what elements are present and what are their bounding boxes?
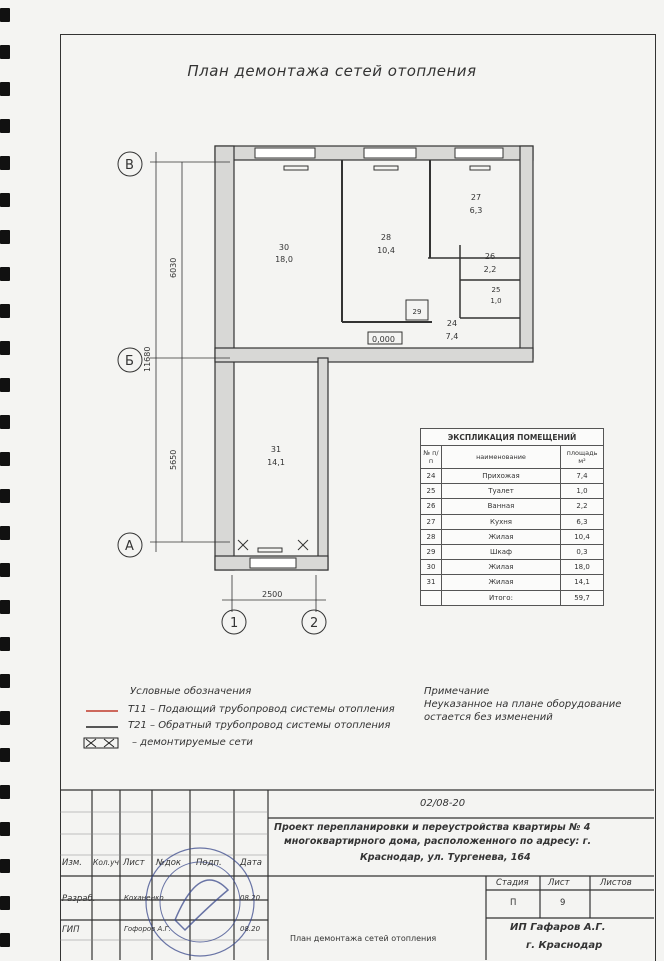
- legend-return: Т21 – Обратный трубопровод системы отопления: [128, 720, 391, 731]
- sheet-header: Лист: [548, 878, 570, 888]
- legend-demolish: – демонтируемые сети: [132, 737, 253, 748]
- role-gip: ГИП: [62, 925, 80, 935]
- table-total-row: Итого: 59,7: [421, 590, 604, 605]
- room-29-num: 29: [412, 308, 422, 316]
- table-row: 29 Шкаф 0,3: [421, 544, 604, 559]
- sheet-value: 9: [560, 898, 566, 908]
- sheets-header: Листов: [600, 878, 632, 888]
- table-row: 31 Жилая 14,1: [421, 575, 604, 590]
- room-26-area: 2,2: [483, 265, 497, 274]
- table-row: 28 Жилая 10,4: [421, 529, 604, 544]
- project-line-1: Проект перепланировки и переустройства квартиры № 4: [274, 822, 591, 833]
- role-developer: Разраб.: [62, 894, 96, 904]
- wall-right-upper: [520, 146, 533, 358]
- legend-demolish-sample: [84, 738, 118, 748]
- room-31-num: 31: [270, 445, 282, 454]
- room-30-area: 18,0: [275, 255, 293, 264]
- col-podp: Подп.: [196, 858, 222, 868]
- room-25-num: 25: [491, 286, 501, 294]
- dim-top: 6030: [169, 257, 178, 278]
- notes-line-1: Неуказанное на плане оборудование: [424, 699, 622, 710]
- room-24-num: 24: [446, 319, 458, 328]
- project-line-3: Краснодар, ул. Тургенева, 164: [360, 852, 531, 863]
- legend-title: Условные обозначения: [130, 686, 252, 697]
- date-developer: 08.20: [240, 894, 261, 902]
- table-row: 26 Ванная 2,2: [421, 499, 604, 514]
- project-line-2: многоквартирного дома, расположенного по адресу: г.: [284, 836, 592, 847]
- axis-row-b: Б: [125, 354, 134, 369]
- legend-supply: Т11 – Подающий трубопровод системы отопления: [128, 704, 395, 715]
- room-24-area: 7,4: [445, 332, 459, 341]
- drawing-title: План демонтажа сетей отопления: [187, 62, 477, 80]
- table-row: 30 Жилая 18,0: [421, 560, 604, 575]
- room-28-area: 10,4: [377, 246, 395, 255]
- col-date: Дата: [240, 858, 263, 868]
- axis-row-v: В: [125, 158, 134, 173]
- room-30-num: 30: [278, 243, 290, 252]
- dim-width: 2500: [262, 590, 283, 599]
- room-31-area: 14,1: [267, 458, 285, 467]
- stage-value: П: [510, 898, 517, 908]
- room-25-area: 1,0: [490, 297, 502, 305]
- table-row: 24 Прихожая 7,4: [421, 469, 604, 484]
- axis-col-2: 2: [310, 616, 319, 631]
- dim-bottom: 5650: [169, 449, 178, 470]
- axis-row-a: А: [125, 539, 134, 554]
- axis-col-1: 1: [230, 616, 239, 631]
- title-block: [60, 790, 654, 960]
- date-gip: 08.20: [240, 925, 261, 933]
- org-name: ИП Гафаров А.Г.: [510, 922, 606, 933]
- room-28-num: 28: [380, 233, 392, 242]
- notes-title: Примечание: [424, 686, 490, 697]
- table-row: 27 Кухня 6,3: [421, 514, 604, 529]
- col-koluch: Кол.уч: [93, 858, 119, 867]
- room-27-num: 27: [470, 193, 482, 202]
- doc-code: 02/08-20: [420, 798, 466, 809]
- wall-lower-right: [318, 358, 328, 570]
- dim-total: 11680: [143, 346, 152, 372]
- level-mark: 0,000: [372, 335, 395, 344]
- wall-mid-horizontal: [215, 348, 533, 362]
- room-27-area: 6,3: [469, 206, 483, 215]
- org-city: г. Краснодар: [526, 940, 603, 951]
- col-izm: Изм.: [62, 858, 82, 868]
- table-row: 25 Туалет 1,0: [421, 484, 604, 499]
- sheet-title: План демонтажа сетей отопления: [290, 934, 437, 943]
- name-developer: Коханенко: [124, 894, 164, 902]
- explication-table: [420, 428, 604, 606]
- notes-line-2: остается без изменений: [424, 712, 553, 723]
- explication-caption: ЭКСПЛИКАЦИЯ ПОМЕЩЕНИЙ: [421, 429, 604, 446]
- col-number: № п/п: [421, 446, 442, 469]
- col-area: площадь м²: [561, 446, 604, 469]
- col-name: наименование: [442, 446, 561, 469]
- room-26-num: 26: [484, 252, 496, 261]
- col-list: Лист: [123, 858, 145, 868]
- name-gip: Гофоров А.Г.: [124, 925, 171, 933]
- stage-header: Стадия: [496, 878, 529, 888]
- col-ndok: №док: [156, 858, 182, 868]
- notes: [424, 686, 621, 725]
